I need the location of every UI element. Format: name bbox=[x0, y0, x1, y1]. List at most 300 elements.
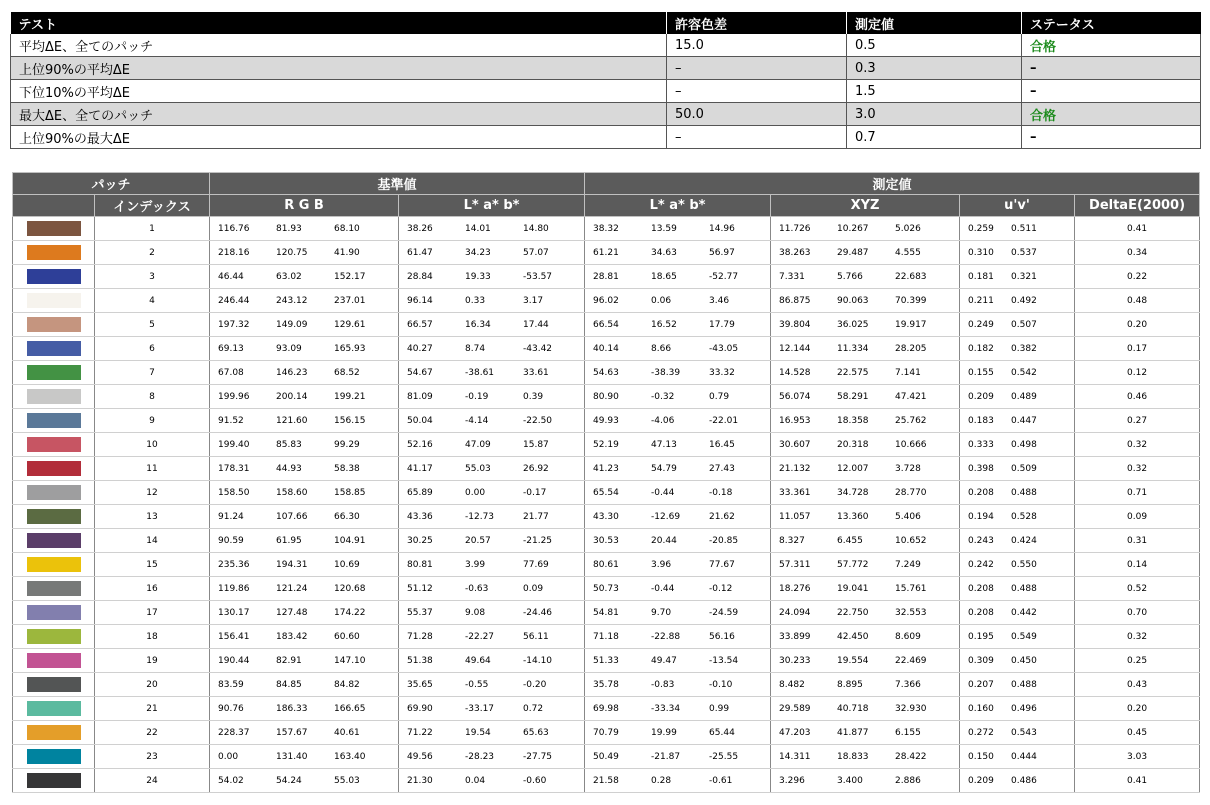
patch-delta-e: 0.27 bbox=[1075, 409, 1200, 433]
patch-row bbox=[13, 721, 1200, 745]
patch-lab-meas-cell bbox=[585, 481, 771, 505]
patch-value: 81.09 bbox=[407, 391, 433, 402]
patch-value: 18.358 bbox=[837, 415, 869, 426]
patch-delta-e: 0.41 bbox=[1075, 217, 1200, 241]
patch-index: 1 bbox=[95, 217, 210, 241]
patch-index: 6 bbox=[95, 337, 210, 361]
patch-value: 228.37 bbox=[218, 727, 250, 738]
patch-swatch-cell bbox=[13, 769, 95, 793]
summary-measured-cell: 3.0 bbox=[847, 103, 1022, 126]
patch-value: 0.489 bbox=[1011, 391, 1037, 402]
patch-lab-meas-cell bbox=[585, 457, 771, 481]
patch-value: 80.81 bbox=[407, 559, 433, 570]
patch-value: 3.46 bbox=[709, 295, 730, 306]
patch-row bbox=[13, 625, 1200, 649]
patch-value: -22.50 bbox=[523, 415, 553, 426]
patch-value: 19.54 bbox=[465, 727, 491, 738]
patch-rgb-cell bbox=[210, 385, 399, 409]
patch-value: 3.400 bbox=[837, 775, 863, 786]
patch-lab-ref-cell bbox=[399, 241, 585, 265]
patch-value: 69.98 bbox=[593, 703, 619, 714]
summary-status-cell: 合格 bbox=[1022, 34, 1201, 57]
patch-rgb-cell bbox=[210, 601, 399, 625]
patch-value: 0.209 bbox=[968, 775, 994, 786]
patch-value: 0.207 bbox=[968, 679, 994, 690]
patch-value: 25.762 bbox=[895, 415, 927, 426]
patch-value: 14.96 bbox=[709, 223, 735, 234]
patch-value: 156.15 bbox=[334, 415, 366, 426]
patch-value: 16.34 bbox=[465, 319, 491, 330]
patch-index: 14 bbox=[95, 529, 210, 553]
patch-value: 0.447 bbox=[1011, 415, 1037, 426]
patch-value: 156.41 bbox=[218, 631, 250, 642]
patch-value: 246.44 bbox=[218, 295, 250, 306]
patch-value: 199.21 bbox=[334, 391, 366, 402]
patch-index: 2 bbox=[95, 241, 210, 265]
patch-index: 12 bbox=[95, 481, 210, 505]
patch-xyz-cell bbox=[771, 649, 960, 673]
patch-lab-ref-cell bbox=[399, 265, 585, 289]
patch-value: 0.249 bbox=[968, 319, 994, 330]
patch-value: -0.44 bbox=[651, 487, 675, 498]
color-swatch bbox=[27, 701, 81, 716]
patch-value: 163.40 bbox=[334, 751, 366, 762]
patch-value: 67.08 bbox=[218, 367, 244, 378]
patch-value: 5.406 bbox=[895, 511, 921, 522]
patch-rgb-cell bbox=[210, 529, 399, 553]
patch-value: 28.84 bbox=[407, 271, 433, 282]
patch-value: 0.160 bbox=[968, 703, 994, 714]
patch-value: 40.14 bbox=[593, 343, 619, 354]
patch-value: 119.86 bbox=[218, 583, 250, 594]
patch-xyz-cell bbox=[771, 625, 960, 649]
patch-row bbox=[13, 481, 1200, 505]
patch-swatch-cell bbox=[13, 337, 95, 361]
header-index: インデックス bbox=[95, 195, 210, 217]
patch-lab-meas-cell bbox=[585, 409, 771, 433]
patch-value: 46.44 bbox=[218, 271, 244, 282]
patch-value: 33.32 bbox=[709, 367, 735, 378]
summary-test-cell: 最大ΔE、全てのパッチ bbox=[11, 103, 667, 126]
header-rgb: R G B bbox=[210, 195, 399, 217]
patch-xyz-cell bbox=[771, 697, 960, 721]
patch-value: 0.424 bbox=[1011, 535, 1037, 546]
patch-value: 0.442 bbox=[1011, 607, 1037, 618]
patch-value: 50.04 bbox=[407, 415, 433, 426]
patch-value: -24.46 bbox=[523, 607, 553, 618]
patch-value: -43.42 bbox=[523, 343, 553, 354]
patch-lab-meas-cell bbox=[585, 217, 771, 241]
patch-value: 21.30 bbox=[407, 775, 433, 786]
summary-status-cell: – bbox=[1022, 126, 1201, 149]
patch-value: 39.804 bbox=[779, 319, 811, 330]
patch-xyz-cell bbox=[771, 217, 960, 241]
patch-row bbox=[13, 241, 1200, 265]
patch-value: -28.23 bbox=[465, 751, 495, 762]
color-swatch bbox=[27, 749, 81, 764]
patch-value: 121.24 bbox=[276, 583, 308, 594]
patch-value: 96.14 bbox=[407, 295, 433, 306]
patch-value: 0.181 bbox=[968, 271, 994, 282]
patch-lab-ref-cell bbox=[399, 577, 585, 601]
patch-value: 57.772 bbox=[837, 559, 869, 570]
patch-value: 4.555 bbox=[895, 247, 921, 258]
patch-value: 13.360 bbox=[837, 511, 869, 522]
patch-uv-cell bbox=[960, 481, 1075, 505]
patch-lab-meas-cell bbox=[585, 505, 771, 529]
patch-value: 0.99 bbox=[709, 703, 730, 714]
patch-lab-meas-cell bbox=[585, 577, 771, 601]
patch-lab-meas-cell bbox=[585, 361, 771, 385]
patch-uv-cell bbox=[960, 649, 1075, 673]
patch-swatch-cell bbox=[13, 673, 95, 697]
patch-lab-meas-cell bbox=[585, 553, 771, 577]
color-swatch bbox=[27, 581, 81, 596]
patch-value: 30.53 bbox=[593, 535, 619, 546]
patch-value: 40.718 bbox=[837, 703, 869, 714]
patch-value: 14.311 bbox=[779, 751, 811, 762]
patch-value: 21.77 bbox=[523, 511, 549, 522]
patch-value: 43.30 bbox=[593, 511, 619, 522]
summary-status-cell: – bbox=[1022, 80, 1201, 103]
patch-value: -53.57 bbox=[523, 271, 553, 282]
patch-index: 16 bbox=[95, 577, 210, 601]
patch-value: 30.25 bbox=[407, 535, 433, 546]
summary-tolerance-cell: – bbox=[667, 126, 847, 149]
patch-index: 21 bbox=[95, 697, 210, 721]
color-swatch bbox=[27, 533, 81, 548]
patch-delta-e: 0.12 bbox=[1075, 361, 1200, 385]
patch-swatch-cell bbox=[13, 577, 95, 601]
color-swatch bbox=[27, 245, 81, 260]
patch-value: 20.318 bbox=[837, 439, 869, 450]
patch-delta-e: 0.71 bbox=[1075, 481, 1200, 505]
patch-row bbox=[13, 577, 1200, 601]
patch-value: 44.93 bbox=[276, 463, 302, 474]
patch-value: 32.930 bbox=[895, 703, 927, 714]
patch-swatch-cell bbox=[13, 313, 95, 337]
patch-lab-ref-cell bbox=[399, 601, 585, 625]
patch-value: 0.242 bbox=[968, 559, 994, 570]
patch-value: 0.09 bbox=[523, 583, 544, 594]
patch-row bbox=[13, 457, 1200, 481]
patch-value: 10.666 bbox=[895, 439, 927, 450]
patch-value: 20.57 bbox=[465, 535, 491, 546]
patch-value: 80.61 bbox=[593, 559, 619, 570]
patch-index: 24 bbox=[95, 769, 210, 793]
patch-value: 120.75 bbox=[276, 247, 308, 258]
patch-value: -22.01 bbox=[709, 415, 739, 426]
patch-value: 166.65 bbox=[334, 703, 366, 714]
color-swatch bbox=[27, 365, 81, 380]
summary-row bbox=[11, 126, 1201, 149]
patch-value: 99.29 bbox=[334, 439, 360, 450]
patch-value: 22.683 bbox=[895, 271, 927, 282]
patch-value: 29.589 bbox=[779, 703, 811, 714]
patch-value: 18.833 bbox=[837, 751, 869, 762]
color-swatch bbox=[27, 221, 81, 236]
patch-value: 0.194 bbox=[968, 511, 994, 522]
header-test: テスト bbox=[11, 12, 667, 34]
patch-lab-ref-cell bbox=[399, 505, 585, 529]
patch-value: 0.208 bbox=[968, 487, 994, 498]
patch-value: 0.382 bbox=[1011, 343, 1037, 354]
patch-value: 0.183 bbox=[968, 415, 994, 426]
patch-value: 120.68 bbox=[334, 583, 366, 594]
patch-row bbox=[13, 553, 1200, 577]
summary-measured-cell: 0.3 bbox=[847, 57, 1022, 80]
patch-value: 0.511 bbox=[1011, 223, 1037, 234]
patch-value: 6.155 bbox=[895, 727, 921, 738]
patch-value: 20.44 bbox=[651, 535, 677, 546]
patch-index: 7 bbox=[95, 361, 210, 385]
patch-value: 71.28 bbox=[407, 631, 433, 642]
patch-index: 15 bbox=[95, 553, 210, 577]
patch-lab-ref-cell bbox=[399, 481, 585, 505]
patch-value: 71.22 bbox=[407, 727, 433, 738]
patch-value: -4.06 bbox=[651, 415, 675, 426]
patch-value: 10.652 bbox=[895, 535, 927, 546]
patch-swatch-cell bbox=[13, 745, 95, 769]
patch-swatch-cell bbox=[13, 697, 95, 721]
patch-rgb-cell bbox=[210, 265, 399, 289]
color-swatch bbox=[27, 413, 81, 428]
patch-value: 50.73 bbox=[593, 583, 619, 594]
color-swatch bbox=[27, 605, 81, 620]
patch-delta-e: 0.20 bbox=[1075, 313, 1200, 337]
patch-value: 14.01 bbox=[465, 223, 491, 234]
patch-value: 0.310 bbox=[968, 247, 994, 258]
patch-value: 68.10 bbox=[334, 223, 360, 234]
patch-value: 0.259 bbox=[968, 223, 994, 234]
patch-value: 3.99 bbox=[465, 559, 486, 570]
summary-row bbox=[11, 57, 1201, 80]
patch-value: 68.52 bbox=[334, 367, 360, 378]
patch-lab-ref-cell bbox=[399, 337, 585, 361]
patch-lab-ref-cell bbox=[399, 553, 585, 577]
patch-value: 8.74 bbox=[465, 343, 486, 354]
patch-value: 42.450 bbox=[837, 631, 869, 642]
patch-value: 49.93 bbox=[593, 415, 619, 426]
patch-value: 19.33 bbox=[465, 271, 491, 282]
patch-delta-e: 0.52 bbox=[1075, 577, 1200, 601]
patch-swatch-cell bbox=[13, 529, 95, 553]
patch-value: 28.422 bbox=[895, 751, 927, 762]
patch-uv-cell bbox=[960, 337, 1075, 361]
patch-uv-cell bbox=[960, 313, 1075, 337]
patch-value: 2.886 bbox=[895, 775, 921, 786]
patch-swatch-cell bbox=[13, 289, 95, 313]
patch-value: 104.91 bbox=[334, 535, 366, 546]
patch-value: 0.150 bbox=[968, 751, 994, 762]
patch-value: -0.60 bbox=[523, 775, 547, 786]
patch-rgb-cell bbox=[210, 649, 399, 673]
patch-value: 54.02 bbox=[218, 775, 244, 786]
patch-value: -27.75 bbox=[523, 751, 553, 762]
patch-value: 19.917 bbox=[895, 319, 927, 330]
patch-xyz-cell bbox=[771, 361, 960, 385]
patch-value: 9.08 bbox=[465, 607, 486, 618]
patch-value: 174.22 bbox=[334, 607, 366, 618]
patch-lab-meas-cell bbox=[585, 601, 771, 625]
patch-value: 0.528 bbox=[1011, 511, 1037, 522]
patch-xyz-cell bbox=[771, 409, 960, 433]
patch-value: 16.45 bbox=[709, 439, 735, 450]
patch-value: 0.488 bbox=[1011, 487, 1037, 498]
patch-value: -43.05 bbox=[709, 343, 739, 354]
patch-uv-cell bbox=[960, 553, 1075, 577]
patch-value: 7.366 bbox=[895, 679, 921, 690]
patch-rgb-cell bbox=[210, 481, 399, 505]
patch-value: 3.296 bbox=[779, 775, 805, 786]
patch-value: -0.20 bbox=[523, 679, 547, 690]
patch-value: -24.59 bbox=[709, 607, 739, 618]
patch-uv-cell bbox=[960, 409, 1075, 433]
patch-row bbox=[13, 361, 1200, 385]
patch-row bbox=[13, 601, 1200, 625]
patch-value: 55.03 bbox=[334, 775, 360, 786]
patch-value: -33.17 bbox=[465, 703, 495, 714]
patch-lab-ref-cell bbox=[399, 529, 585, 553]
patch-row bbox=[13, 433, 1200, 457]
patch-rgb-cell bbox=[210, 625, 399, 649]
patch-value: 22.750 bbox=[837, 607, 869, 618]
patch-row bbox=[13, 313, 1200, 337]
summary-tolerance-cell: 50.0 bbox=[667, 103, 847, 126]
color-swatch bbox=[27, 389, 81, 404]
patch-row bbox=[13, 697, 1200, 721]
patch-xyz-cell bbox=[771, 505, 960, 529]
patch-value: 18.276 bbox=[779, 583, 811, 594]
color-swatch bbox=[27, 725, 81, 740]
patch-value: 34.63 bbox=[651, 247, 677, 258]
patch-xyz-cell bbox=[771, 457, 960, 481]
patch-value: 0.542 bbox=[1011, 367, 1037, 378]
patch-group-header-row bbox=[13, 173, 1200, 195]
patch-lab-ref-cell bbox=[399, 673, 585, 697]
patch-value: 14.528 bbox=[779, 367, 811, 378]
patch-uv-cell bbox=[960, 385, 1075, 409]
patch-value: 52.19 bbox=[593, 439, 619, 450]
patch-value: 69.90 bbox=[407, 703, 433, 714]
color-swatch bbox=[27, 293, 81, 308]
patch-lab-ref-cell bbox=[399, 289, 585, 313]
patch-lab-ref-cell bbox=[399, 385, 585, 409]
patch-lab-ref-cell bbox=[399, 649, 585, 673]
patch-value: 47.203 bbox=[779, 727, 811, 738]
patch-rgb-cell bbox=[210, 769, 399, 793]
patch-lab-ref-cell bbox=[399, 745, 585, 769]
patch-value: 66.57 bbox=[407, 319, 433, 330]
patch-value: 8.609 bbox=[895, 631, 921, 642]
patch-swatch-cell bbox=[13, 241, 95, 265]
patch-value: 52.16 bbox=[407, 439, 433, 450]
patch-sub-header-row bbox=[13, 195, 1200, 217]
patch-value: 0.33 bbox=[465, 295, 486, 306]
patch-value: 57.311 bbox=[779, 559, 811, 570]
patch-value: 0.208 bbox=[968, 607, 994, 618]
color-swatch bbox=[27, 485, 81, 500]
patch-value: 178.31 bbox=[218, 463, 250, 474]
summary-row bbox=[11, 80, 1201, 103]
patch-xyz-cell bbox=[771, 337, 960, 361]
patch-value: 71.18 bbox=[593, 631, 619, 642]
patch-index: 23 bbox=[95, 745, 210, 769]
patch-value: 165.93 bbox=[334, 343, 366, 354]
color-swatch bbox=[27, 557, 81, 572]
patch-uv-cell bbox=[960, 265, 1075, 289]
patch-value: 129.61 bbox=[334, 319, 366, 330]
patch-value: 34.23 bbox=[465, 247, 491, 258]
patch-rgb-cell bbox=[210, 697, 399, 721]
patch-row bbox=[13, 529, 1200, 553]
patch-lab-ref-cell bbox=[399, 409, 585, 433]
patch-swatch-cell bbox=[13, 433, 95, 457]
patch-delta-e: 0.22 bbox=[1075, 265, 1200, 289]
patch-value: 27.43 bbox=[709, 463, 735, 474]
patch-value: 51.33 bbox=[593, 655, 619, 666]
patch-uv-cell bbox=[960, 601, 1075, 625]
header-delta-e: DeltaE(2000) bbox=[1075, 195, 1200, 217]
patch-value: 7.249 bbox=[895, 559, 921, 570]
color-swatch bbox=[27, 341, 81, 356]
patch-value: 26.92 bbox=[523, 463, 549, 474]
patch-value: 127.48 bbox=[276, 607, 308, 618]
patch-value: 85.83 bbox=[276, 439, 302, 450]
patch-value: 0.209 bbox=[968, 391, 994, 402]
patch-delta-e: 0.43 bbox=[1075, 673, 1200, 697]
patch-value: 12.144 bbox=[779, 343, 811, 354]
patch-value: -0.63 bbox=[465, 583, 489, 594]
patch-lab-meas-cell bbox=[585, 649, 771, 673]
color-swatch bbox=[27, 317, 81, 332]
summary-measured-cell: 0.7 bbox=[847, 126, 1022, 149]
patch-value: 30.233 bbox=[779, 655, 811, 666]
patch-lab-ref-cell bbox=[399, 217, 585, 241]
patch-lab-meas-cell bbox=[585, 265, 771, 289]
patch-value: 91.52 bbox=[218, 415, 244, 426]
patch-swatch-cell bbox=[13, 553, 95, 577]
patch-value: 54.67 bbox=[407, 367, 433, 378]
patch-value: 66.30 bbox=[334, 511, 360, 522]
patch-value: -22.88 bbox=[651, 631, 681, 642]
patch-index: 10 bbox=[95, 433, 210, 457]
patch-xyz-cell bbox=[771, 769, 960, 793]
patch-value: 19.99 bbox=[651, 727, 677, 738]
patch-value: 3.17 bbox=[523, 295, 544, 306]
patch-delta-e: 0.48 bbox=[1075, 289, 1200, 313]
patch-swatch-cell bbox=[13, 265, 95, 289]
patch-value: 65.44 bbox=[709, 727, 735, 738]
patch-lab-meas-cell bbox=[585, 529, 771, 553]
patch-value: 9.70 bbox=[651, 607, 672, 618]
patch-value: 41.17 bbox=[407, 463, 433, 474]
summary-test-cell: 上位90%の最大ΔE bbox=[11, 126, 667, 149]
patch-value: 8.482 bbox=[779, 679, 805, 690]
patch-value: -12.69 bbox=[651, 511, 681, 522]
patch-value: 0.321 bbox=[1011, 271, 1037, 282]
patch-value: 15.761 bbox=[895, 583, 927, 594]
patch-xyz-cell bbox=[771, 673, 960, 697]
patch-lab-meas-cell bbox=[585, 697, 771, 721]
patch-value: 197.32 bbox=[218, 319, 250, 330]
patch-delta-e: 0.31 bbox=[1075, 529, 1200, 553]
patch-uv-cell bbox=[960, 721, 1075, 745]
summary-measured-cell: 1.5 bbox=[847, 80, 1022, 103]
patch-value: 0.79 bbox=[709, 391, 730, 402]
patch-value: 16.953 bbox=[779, 415, 811, 426]
patch-value: 17.44 bbox=[523, 319, 549, 330]
